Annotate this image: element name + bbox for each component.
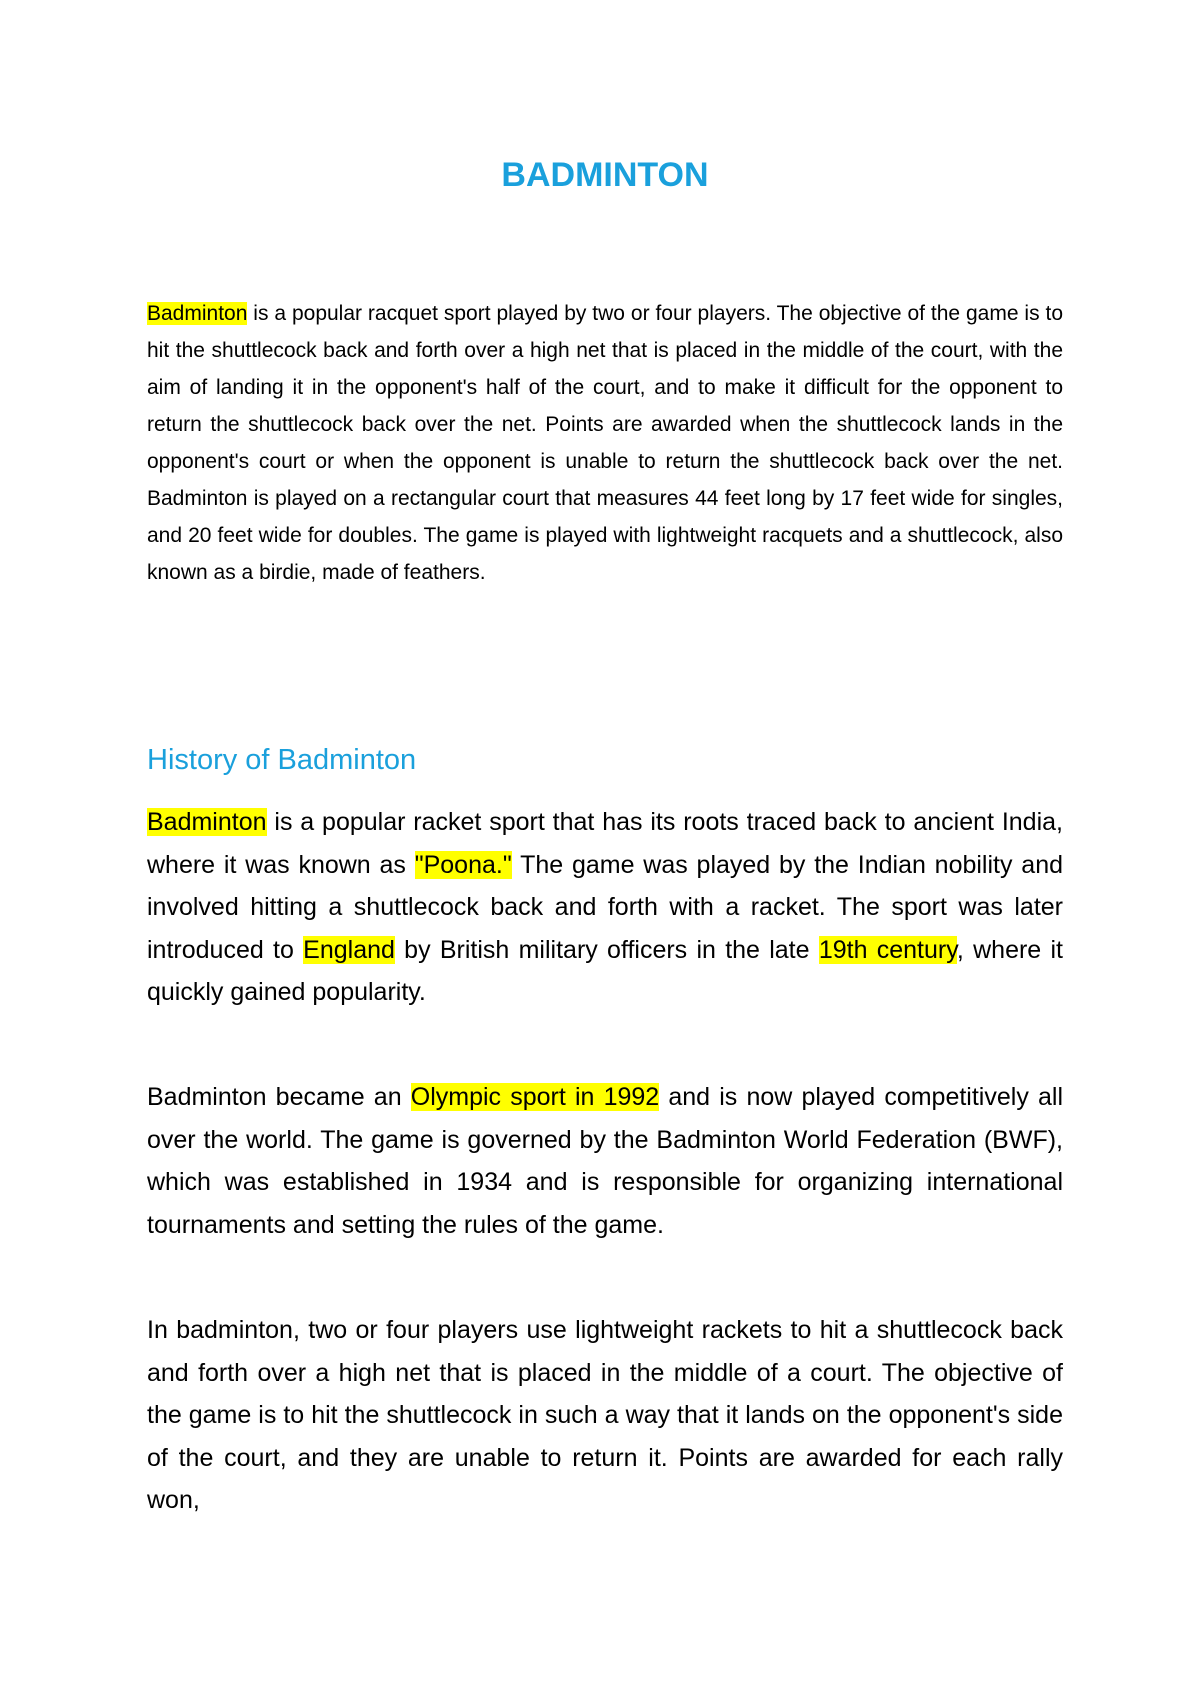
highlighted-term: Badminton [147, 302, 248, 325]
document-title: BADMINTON [501, 156, 709, 194]
highlighted-term: Badminton [147, 808, 267, 836]
paragraph-text: , where it quickly gained popularity. [147, 935, 1063, 1006]
intro-text: is a popular racquet sport played by two or four players. The objective of the game is to hit the shuttlecock back and forth over a high net that is placed in the middle of the court, with the aim of landing it in the opponent's half of the court, and to make it difficult for the opponent to return the shuttlecock back over the net. Points are awarded when the shuttlecock lands in the opponent's court or when the opponent is unable to return the shuttlecock back over the net. Badminton is played on a rectangular court that measures 44 feet long by 17 feet wide for singles, and 20 feet wide for doubles. The game is played with lightweight racquets and a shuttlecock, also known as a birdie, made of feathers. [147, 302, 1063, 584]
paragraph-text: by British military officers in the late [394, 935, 819, 964]
paragraph-text: is a popular racket sport that has its roots traced back to ancient India, where it was known as [147, 808, 1063, 879]
history-paragraph-3: In badminton, two or four players use lightweight rackets to hit a shuttlecock back and forth over a high net that is placed in the middle of a court. The objective of the game is to hit the shuttlecock in such a way that it lands on the opponent's side of the court, and they are unable to return it. Points are awarded for each rally won, [147, 1316, 1063, 1514]
history-paragraph-2 [147, 1076, 1063, 1246]
history-heading: History of Badminton [147, 744, 417, 776]
paragraph-text: and is now played competitively all over the world. The game is governed by the Badminton World Federation (BWF), which was established in 1934 and is responsible for organizing international tournaments and setting the rules of the game. [147, 1083, 1063, 1239]
paragraph-text: Badminton became an [147, 1083, 411, 1111]
intro-paragraph [147, 295, 1063, 591]
highlighted-term: 19th century [818, 935, 957, 964]
highlighted-term: "Poona." [414, 850, 512, 879]
highlighted-term: England [303, 935, 395, 964]
highlighted-term: Olympic sport in 1992 [410, 1083, 660, 1111]
paragraph-text: The game was played by the Indian nobility and involved hitting a shuttlecock back and forth with a racket. The sport was later introduced to [147, 850, 1063, 964]
history-paragraph-1 [147, 801, 1063, 1014]
